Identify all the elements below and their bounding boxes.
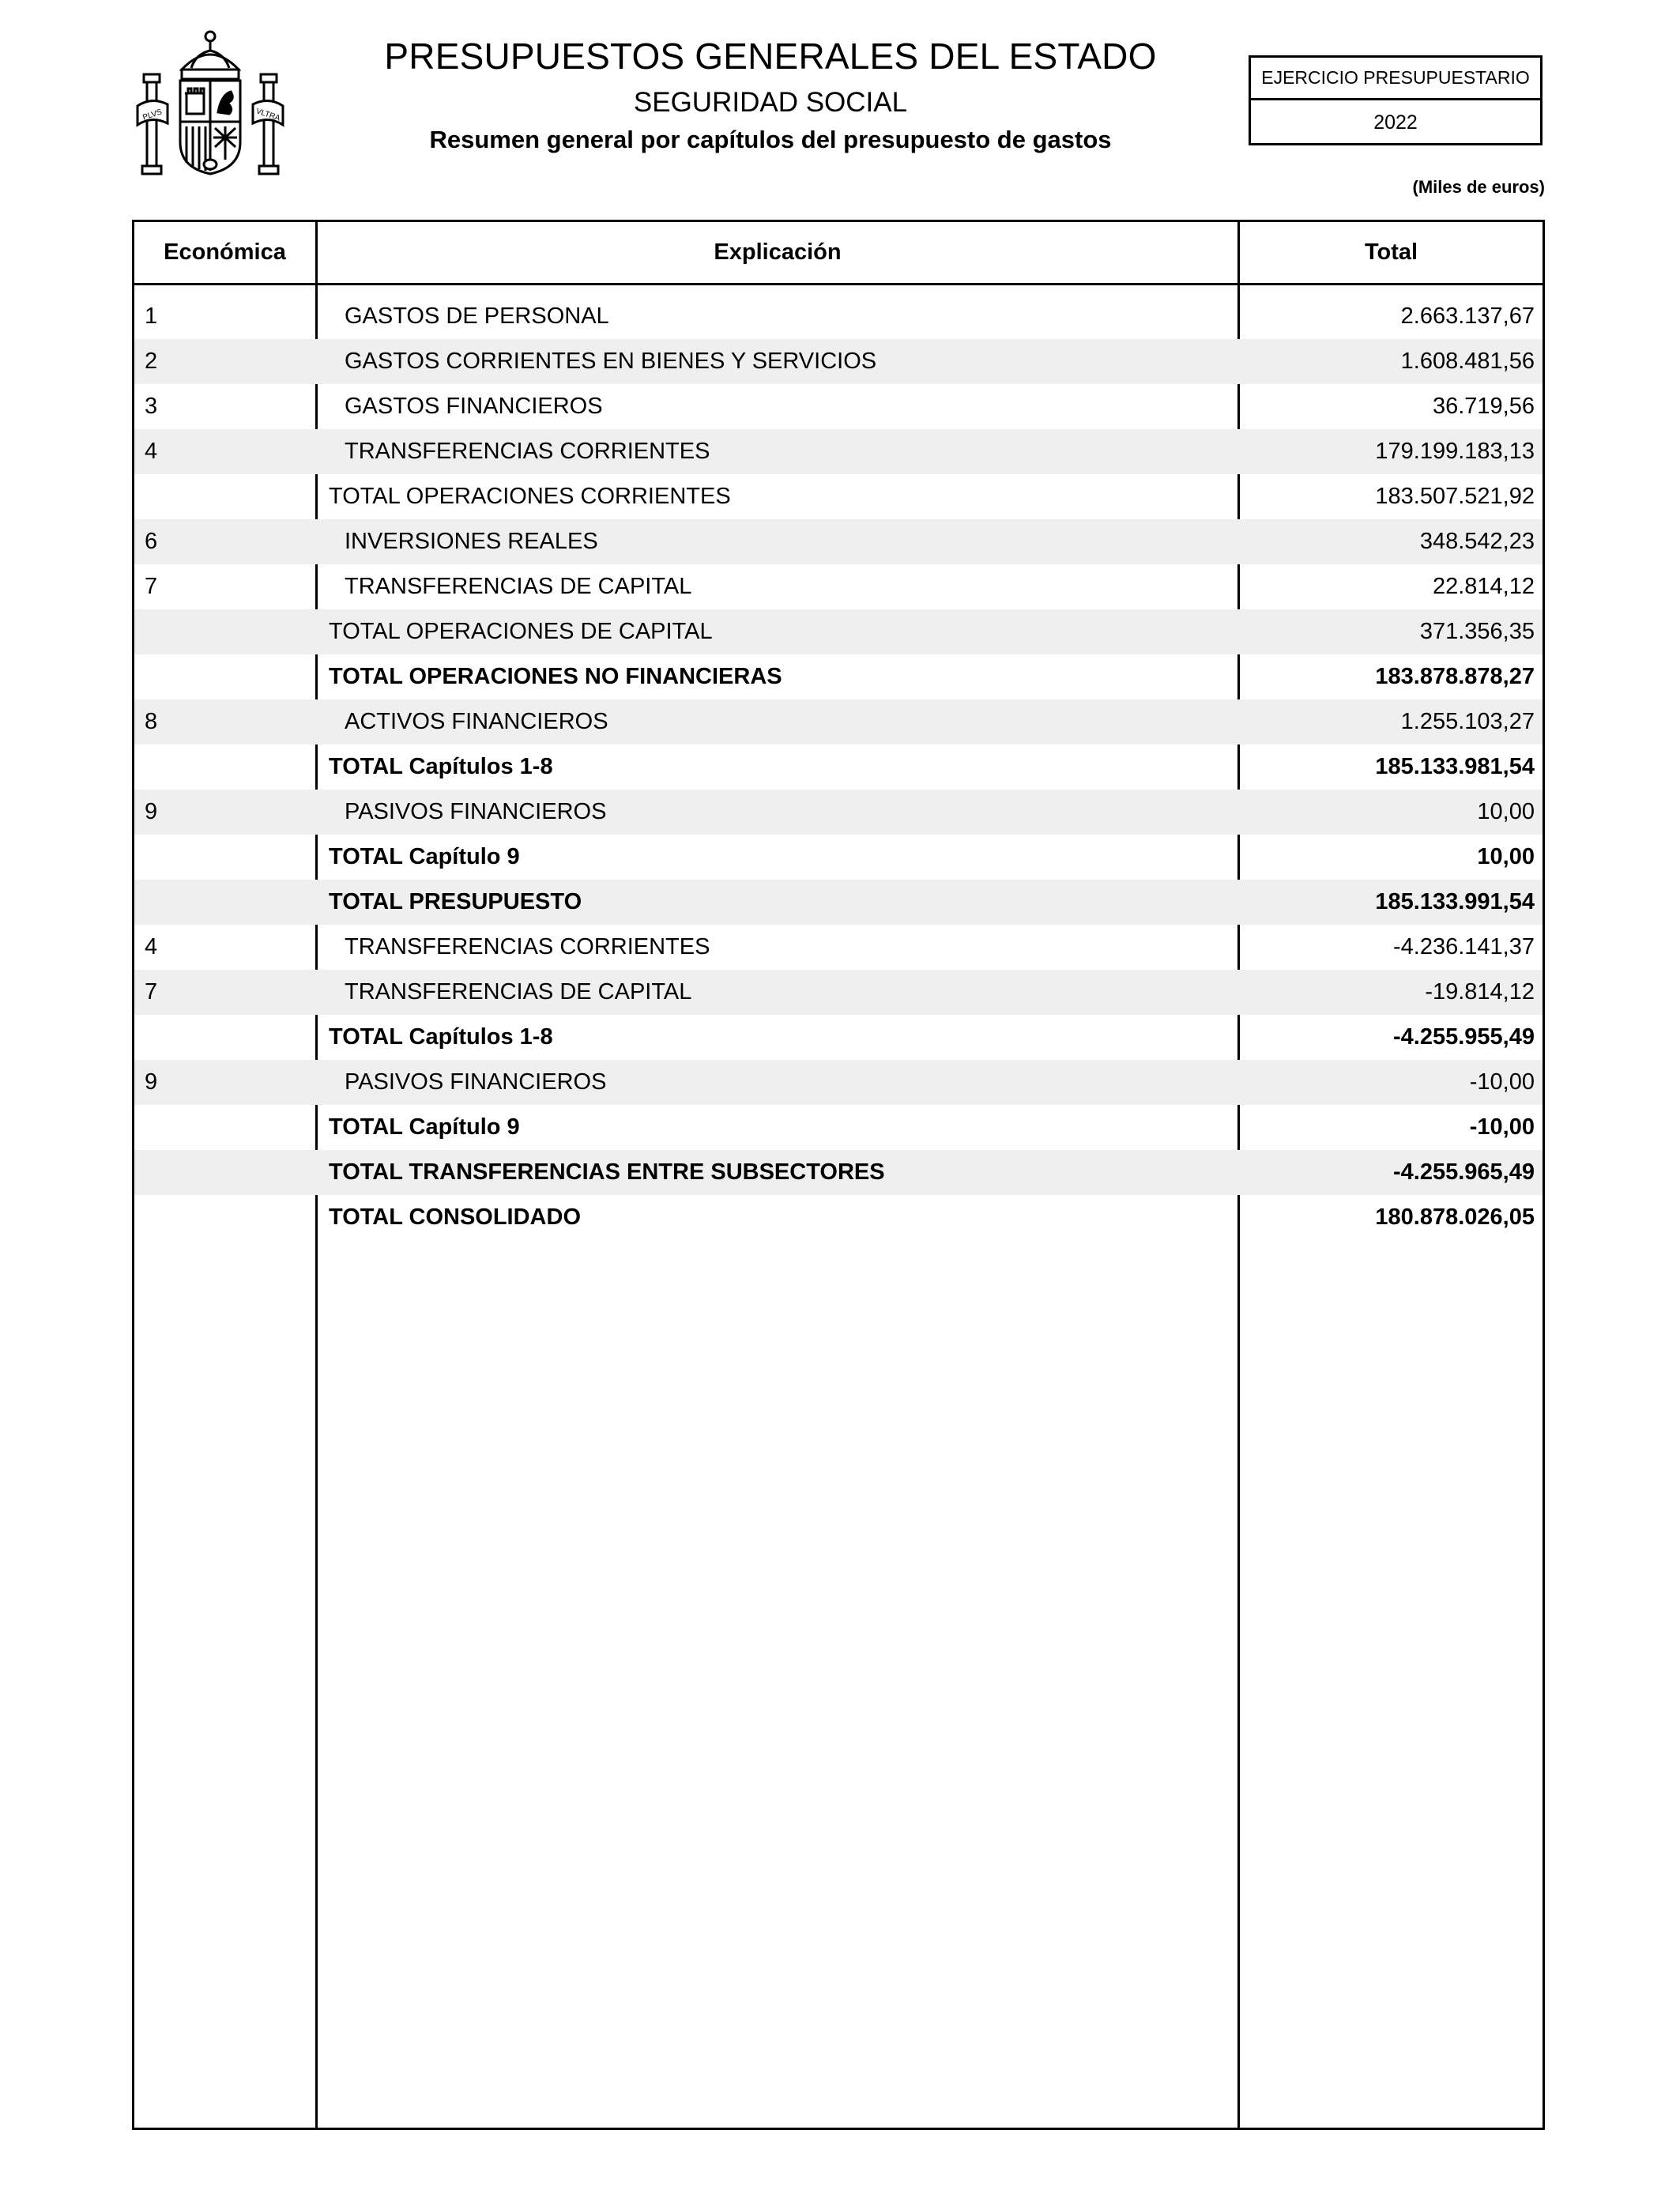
cell-economica: 9 [145,1069,158,1095]
title-block [300,32,1241,158]
cell-total: 185.133.991,54 [1375,889,1535,914]
cell-economica: 3 [145,394,158,419]
svg-text:VLTRA: VLTRA [254,107,281,123]
cell-economica: 2 [145,349,158,374]
cell-economica: 6 [145,529,158,554]
table-row [134,429,1543,474]
exercise-label: EJERCICIO PRESUPUESTARIO [1251,58,1540,100]
budget-table [132,220,1545,2130]
cell-total: 183.507.521,92 [1375,484,1535,509]
page-subtitle: SEGURIDAD SOCIAL [633,87,908,118]
cell-economica: 8 [145,709,158,734]
cell-economica: 7 [145,574,158,599]
table-row [134,790,1543,835]
cell-economica: 4 [145,934,158,959]
svg-text:PLVS: PLVS [141,107,164,123]
cell-explicacion: PASIVOS FINANCIEROS [345,799,607,824]
table-body [134,294,1543,1240]
table-row [134,1195,1543,1240]
cell-explicacion: TOTAL Capítulo 9 [329,1114,520,1140]
cell-explicacion: TOTAL OPERACIONES NO FINANCIERAS [329,664,782,689]
cell-explicacion: TOTAL TRANSFERENCIAS ENTRE SUBSECTORES [329,1159,885,1185]
cell-economica: 4 [145,439,158,464]
cell-explicacion: TRANSFERENCIAS CORRIENTES [345,934,710,959]
table-row [134,519,1543,564]
coat-of-arms-logo [133,24,288,182]
cell-total: 348.542,23 [1419,529,1535,554]
table-header [134,222,1543,285]
cell-total: 1.255.103,27 [1400,709,1535,734]
cell-explicacion: GASTOS FINANCIEROS [345,394,603,419]
column-header-economica: Económica [164,239,286,265]
cell-economica: 9 [145,799,158,824]
page-title: PRESUPUESTOS GENERALES DEL ESTADO [384,36,1157,77]
cell-explicacion: INVERSIONES REALES [345,529,598,554]
table-row [134,654,1543,699]
table-row [134,294,1543,339]
cell-total: -10,00 [1469,1069,1535,1095]
cell-total: -10,00 [1469,1114,1535,1140]
cell-explicacion: TOTAL OPERACIONES CORRIENTES [329,484,731,509]
cell-explicacion: TRANSFERENCIAS DE CAPITAL [345,979,692,1005]
cell-explicacion: TOTAL OPERACIONES DE CAPITAL [329,619,713,644]
table-row [134,609,1543,654]
cell-explicacion: TRANSFERENCIAS DE CAPITAL [345,574,692,599]
cell-explicacion: TOTAL CONSOLIDADO [329,1204,581,1230]
cell-total: 1.608.481,56 [1400,349,1535,374]
cell-total: -4.255.965,49 [1393,1159,1535,1185]
cell-explicacion: PASIVOS FINANCIEROS [345,1069,607,1095]
table-row [134,699,1543,745]
cell-explicacion: ACTIVOS FINANCIEROS [345,709,608,734]
table-row [134,1015,1543,1060]
table-row [134,835,1543,880]
cell-total: 22.814,12 [1432,574,1535,599]
table-row [134,384,1543,429]
table-row [134,474,1543,519]
cell-total: 185.133.981,54 [1375,754,1535,779]
cell-explicacion: TOTAL Capítulos 1-8 [329,1024,553,1050]
cell-total: 2.663.137,67 [1400,303,1535,329]
column-header-explicacion: Explicación [714,239,842,265]
cell-total: 36.719,56 [1432,394,1535,419]
table-row [134,339,1543,384]
table-row [134,564,1543,609]
table-row [134,1060,1543,1105]
cell-total: 180.878.026,05 [1375,1204,1535,1230]
cell-economica: 7 [145,979,158,1005]
table-row [134,925,1543,970]
table-row [134,1105,1543,1150]
exercise-year: 2022 [1373,111,1418,134]
table-row [134,880,1543,925]
cell-explicacion: TRANSFERENCIAS CORRIENTES [345,439,710,464]
column-header-total: Total [1364,239,1418,265]
cell-total: 371.356,35 [1419,619,1535,644]
units-note: (Miles de euros) [1412,177,1545,197]
cell-total: -19.814,12 [1425,979,1535,1005]
table-row [134,970,1543,1015]
exercise-box [1249,55,1543,145]
table-row [134,1150,1543,1195]
cell-explicacion: GASTOS DE PERSONAL [345,303,609,329]
table-row [134,745,1543,790]
cell-explicacion: TOTAL Capítulo 9 [329,844,520,869]
cell-economica: 1 [145,303,158,329]
cell-explicacion: TOTAL PRESUPUESTO [329,889,582,914]
cell-total: -4.255.955,49 [1393,1024,1535,1050]
cell-total: -4.236.141,37 [1393,934,1535,959]
cell-explicacion: TOTAL Capítulos 1-8 [329,754,553,779]
cell-explicacion: GASTOS CORRIENTES EN BIENES Y SERVICIOS [345,349,877,374]
page-description: Resumen general por capítulos del presupuesto de gastos [429,126,1112,153]
cell-total: 179.199.183,13 [1375,439,1535,464]
cell-total: 10,00 [1477,799,1535,824]
cell-total: 183.878.878,27 [1375,664,1535,689]
cell-total: 10,00 [1477,844,1535,869]
